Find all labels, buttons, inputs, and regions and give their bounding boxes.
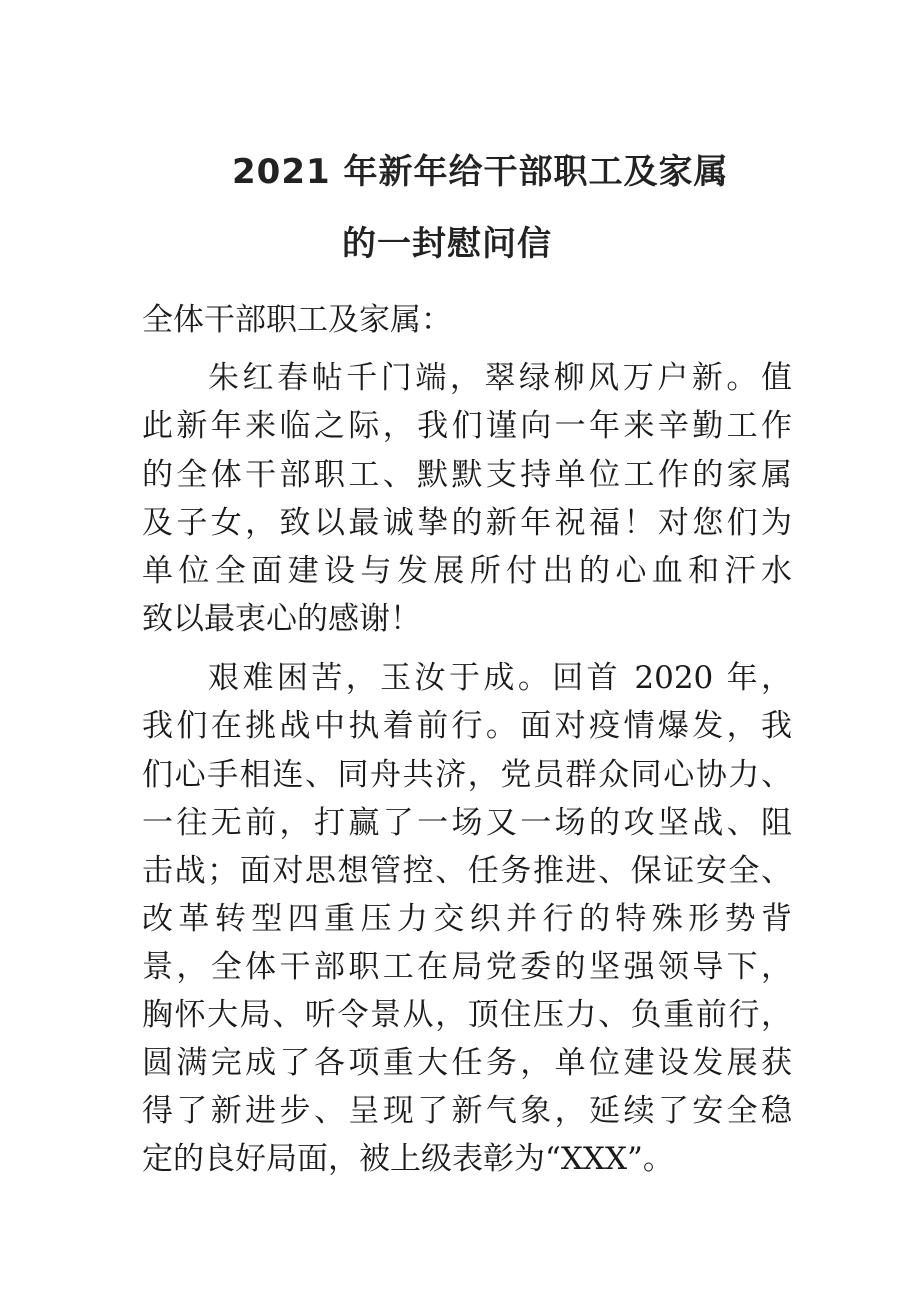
document-title-line-1: 2021 年新年给干部职工及家属 — [232, 152, 729, 192]
paragraph-2-line-8: 胸怀大局、听令景从，顶住压力、负重前行， — [142, 997, 792, 1033]
paragraph-1-line-4: 及子女，致以最诚挚的新年祝福！对您们为 — [142, 505, 792, 541]
salutation: 全体干部职工及家属： — [142, 302, 452, 338]
paragraph-2-line-1: 艰难困苦，玉汝于成。回首 2020 年， — [208, 660, 792, 696]
paragraph-2-line-6: 改革转型四重压力交织并行的特殊形势背 — [142, 901, 792, 937]
paragraph-2-line-11: 定的良好局面，被上级表彰为“XXX”。 — [142, 1141, 674, 1177]
paragraph-2-line-2: 我们在挑战中执着前行。面对疫情爆发，我 — [142, 708, 792, 744]
paragraph-2-line-10: 得了新进步、呈现了新气象，延续了安全稳 — [142, 1093, 792, 1129]
paragraph-2-line-7: 景，全体干部职工在局党委的坚强领导下， — [142, 949, 792, 985]
paragraph-1-line-2: 此新年来临之际，我们谨向一年来辛勤工作 — [142, 408, 792, 444]
paragraph-1-line-1: 朱红春帖千门端，翠绿柳风万户新。值 — [208, 360, 792, 396]
paragraph-2-line-5: 击战；面对思想管控、任务推进、保证安全、 — [142, 853, 792, 889]
paragraph-2-line-3: 们心手相连、同舟共济，党员群众同心协力、 — [142, 757, 792, 793]
paragraph-2-line-4: 一往无前，打赢了一场又一场的攻坚战、阻 — [142, 805, 792, 841]
paragraph-1-line-3: 的全体干部职工、默默支持单位工作的家属 — [142, 457, 792, 493]
paragraph-2-line-9: 圆满完成了各项重大任务，单位建设发展获 — [142, 1045, 792, 1081]
paragraph-1-line-6: 致以最衷心的感谢！ — [142, 601, 421, 637]
paragraph-1-line-5: 单位全面建设与发展所付出的心血和汗水 — [142, 553, 792, 589]
document-title-line-2: 的一封慰问信 — [342, 224, 552, 264]
